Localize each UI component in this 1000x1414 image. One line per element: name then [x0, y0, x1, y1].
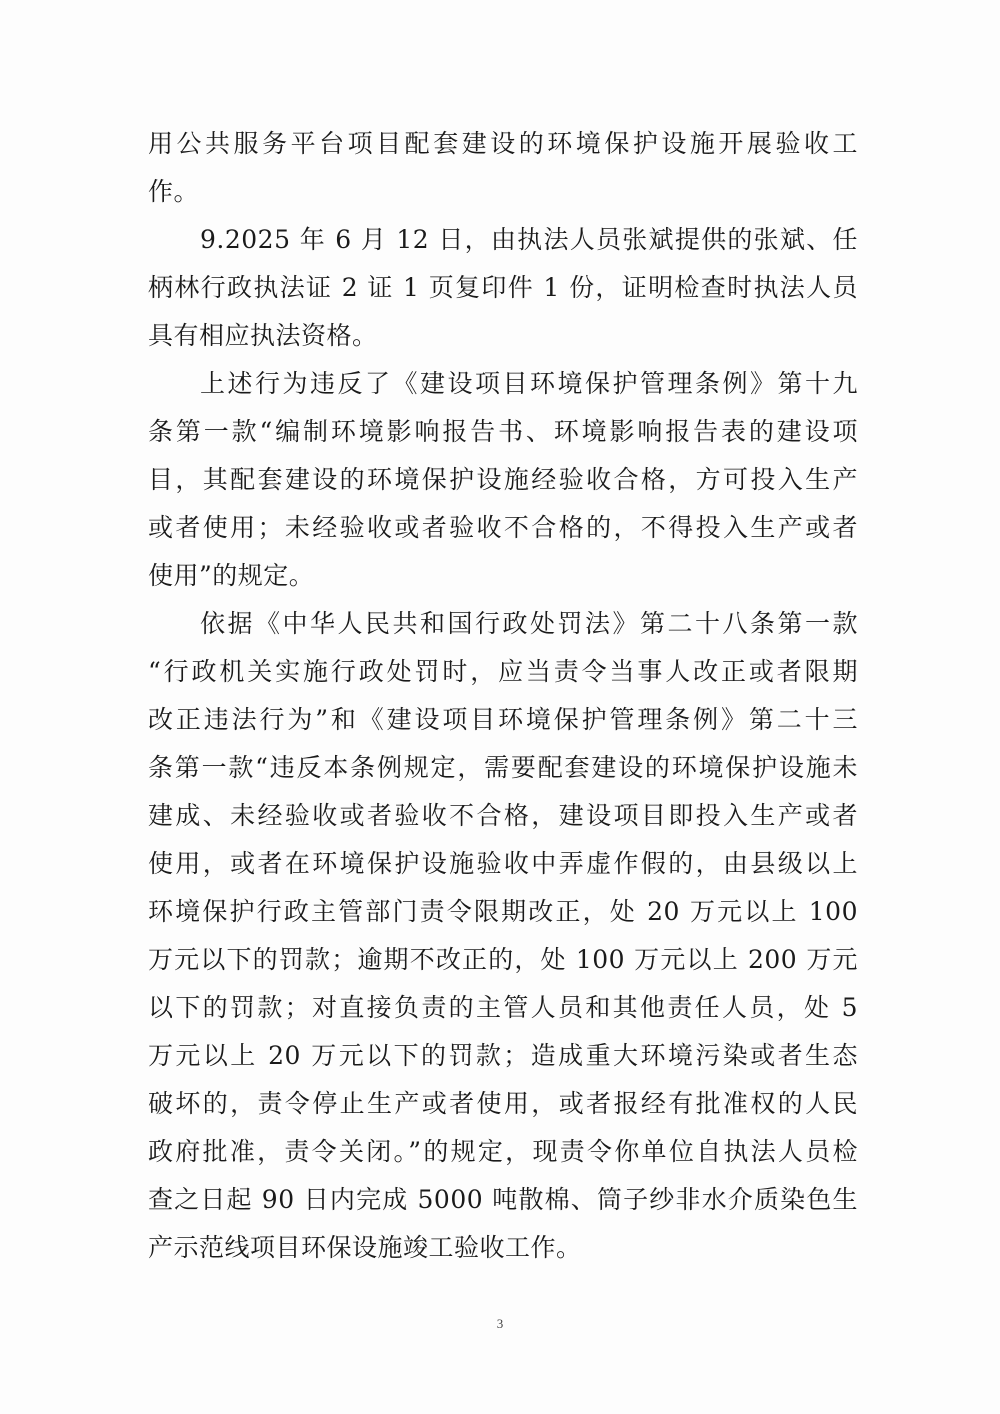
- document-body: [148, 120, 858, 1272]
- text-line: 万元以下的罚款；逾期不改正的，处 100 万元以上 200 万元: [148, 945, 858, 974]
- text-line: 破坏的，责令停止生产或者使用，或者报经有批准权的人民: [148, 1089, 858, 1118]
- text-line: 政府批准，责令关闭。”的规定，现责令你单位自执法人员检: [148, 1137, 858, 1166]
- text-line: 改正违法行为”和《建设项目环境保护管理条例》第二十三: [148, 705, 858, 734]
- text-line: 使用，或者在环境保护设施验收中弄虚作假的，由县级以上: [148, 849, 858, 878]
- text-line: 万元以上 20 万元以下的罚款；造成重大环境污染或者生态: [148, 1041, 858, 1070]
- text-line: “行政机关实施行政处罚时，应当责令当事人改正或者限期: [148, 657, 858, 686]
- text-line: 上述行为违反了《建设项目环境保护管理条例》第十九: [200, 369, 858, 398]
- page-number: 3: [496, 1316, 504, 1331]
- text-line: 依据《中华人民共和国行政处罚法》第二十八条第一款: [200, 609, 858, 638]
- text-line: 或者使用；未经验收或者验收不合格的，不得投入生产或者: [148, 513, 858, 542]
- text-line: 条第一款“编制环境影响报告书、环境影响报告表的建设项: [148, 417, 858, 446]
- text-line: 以下的罚款；对直接负责的主管人员和其他责任人员，处 5: [148, 993, 858, 1022]
- paragraph-3: [148, 360, 858, 600]
- text-line: 建成、未经验收或者验收不合格，建设项目即投入生产或者: [148, 801, 858, 830]
- text-line: 具有相应执法资格。: [148, 321, 378, 350]
- text-line: 环境保护行政主管部门责令限期改正，处 20 万元以上 100: [148, 897, 858, 926]
- paragraph-2: [148, 216, 858, 360]
- text-line: 作。: [148, 177, 200, 206]
- text-line: 用公共服务平台项目配套建设的环境保护设施开展验收工: [148, 129, 858, 158]
- paragraph-1: [148, 120, 858, 216]
- text-line: 查之日起 90 日内完成 5000 吨散棉、筒子纱非水介质染色生: [148, 1185, 858, 1214]
- text-line: 使用”的规定。: [148, 561, 315, 590]
- paragraph-4: [148, 600, 858, 1272]
- text-line: 9.2025 年 6 月 12 日，由执法人员张斌提供的张斌、任: [200, 225, 858, 254]
- text-line: 柄林行政执法证 2 证 1 页复印件 1 份，证明检查时执法人员: [148, 273, 858, 302]
- text-line: 目，其配套建设的环境保护设施经验收合格，方可投入生产: [148, 465, 858, 494]
- text-line: 产示范线项目环保设施竣工验收工作。: [148, 1233, 582, 1262]
- text-line: 条第一款“违反本条例规定，需要配套建设的环境保护设施未: [148, 753, 858, 782]
